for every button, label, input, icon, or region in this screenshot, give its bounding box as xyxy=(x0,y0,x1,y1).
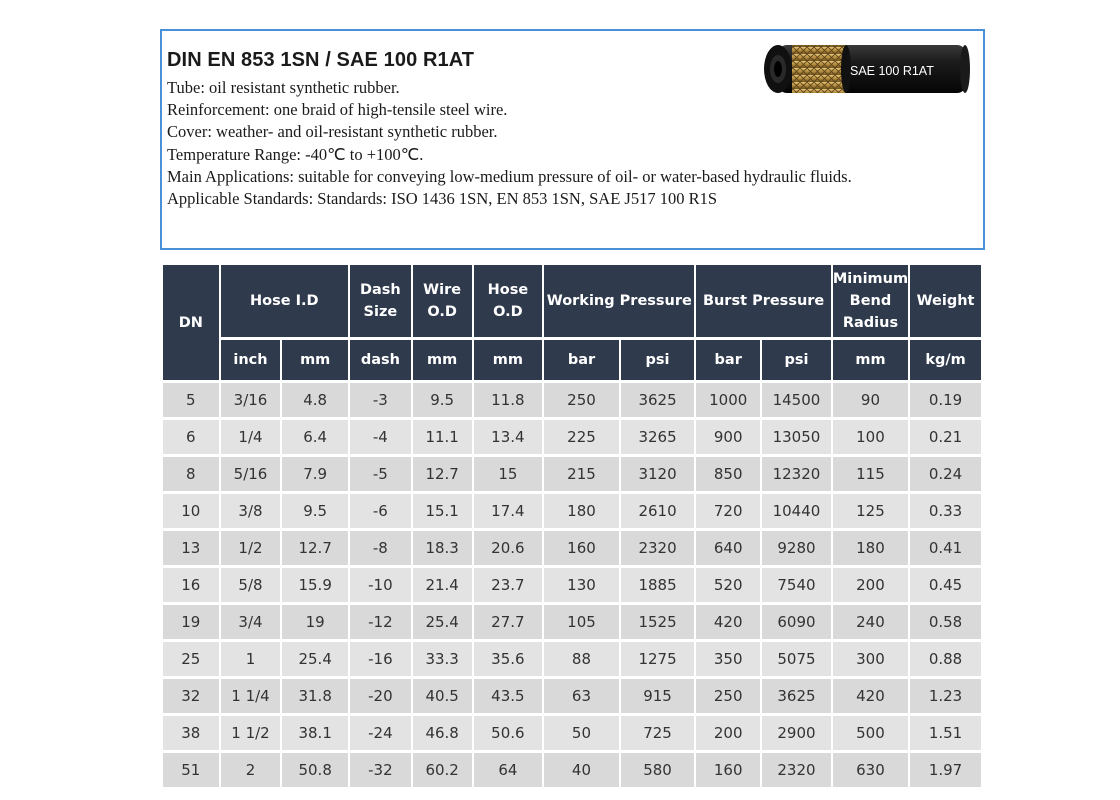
cell-hose-id-inch: 1/4 xyxy=(221,420,281,454)
cell-wire-od: 15.1 xyxy=(413,494,472,528)
unit-working-bar: bar xyxy=(544,340,619,380)
header-wire-od: Wire O.D xyxy=(413,265,472,337)
cell-burst-psi: 7540 xyxy=(762,568,831,602)
cell-hose-id-inch: 5/16 xyxy=(221,457,281,491)
cell-working-psi: 3120 xyxy=(621,457,695,491)
cell-hose-id-mm: 6.4 xyxy=(282,420,348,454)
cell-dn: 32 xyxy=(163,679,219,713)
cell-dash: -3 xyxy=(350,383,411,417)
cell-burst-psi: 13050 xyxy=(762,420,831,454)
cell-bend-radius: 125 xyxy=(833,494,908,528)
cell-working-bar: 88 xyxy=(544,642,619,676)
cell-working-psi: 1275 xyxy=(621,642,695,676)
table-row xyxy=(163,753,981,787)
spec-standards: Applicable Standards: Standards: ISO 1436 1SN, EN 853 1SN, SAE J517 100 R1S xyxy=(167,189,717,209)
cell-wire-od: 46.8 xyxy=(413,716,472,750)
cell-hose-id-inch: 5/8 xyxy=(221,568,281,602)
cell-dash: -16 xyxy=(350,642,411,676)
cell-hose-id-mm: 9.5 xyxy=(282,494,348,528)
cell-bend-radius: 420 xyxy=(833,679,908,713)
cell-wire-od: 40.5 xyxy=(413,679,472,713)
cell-dash: -20 xyxy=(350,679,411,713)
cell-hose-od: 50.6 xyxy=(474,716,543,750)
cell-burst-bar: 200 xyxy=(696,716,760,750)
header-burst-pressure: Burst Pressure xyxy=(696,265,830,337)
cell-dn: 13 xyxy=(163,531,219,565)
cell-burst-bar: 350 xyxy=(696,642,760,676)
cell-dash: -24 xyxy=(350,716,411,750)
cell-burst-psi: 10440 xyxy=(762,494,831,528)
table-row xyxy=(163,716,981,750)
unit-burst-psi: psi xyxy=(762,340,831,380)
header-dash-size: Dash Size xyxy=(350,265,411,337)
cell-working-psi: 2610 xyxy=(621,494,695,528)
cell-working-psi: 3265 xyxy=(621,420,695,454)
cell-hose-od: 13.4 xyxy=(474,420,543,454)
cell-burst-psi: 2320 xyxy=(762,753,831,787)
cell-hose-od: 27.7 xyxy=(474,605,543,639)
cell-burst-bar: 160 xyxy=(696,753,760,787)
cell-bend-radius: 90 xyxy=(833,383,908,417)
header-hose-id: Hose I.D xyxy=(221,265,348,337)
unit-hose-id-inch: inch xyxy=(221,340,281,380)
cell-hose-id-inch: 3/8 xyxy=(221,494,281,528)
unit-dash: dash xyxy=(350,340,411,380)
header-dn: DN xyxy=(163,265,219,380)
cell-dash: -32 xyxy=(350,753,411,787)
cell-hose-od: 23.7 xyxy=(474,568,543,602)
cell-working-bar: 130 xyxy=(544,568,619,602)
cell-burst-bar: 720 xyxy=(696,494,760,528)
cell-bend-radius: 100 xyxy=(833,420,908,454)
hose-label: SAE 100 R1AT xyxy=(850,64,934,78)
table-row xyxy=(163,420,981,454)
spec-table xyxy=(161,262,983,790)
cell-working-psi: 1885 xyxy=(621,568,695,602)
cell-hose-od: 64 xyxy=(474,753,543,787)
cell-hose-id-mm: 25.4 xyxy=(282,642,348,676)
spec-temperature: Temperature Range: -40℃ to +100℃. xyxy=(167,144,424,164)
table-row xyxy=(163,383,981,417)
cell-dn: 25 xyxy=(163,642,219,676)
table-row xyxy=(163,494,981,528)
unit-weight-kgm: kg/m xyxy=(910,340,981,380)
table-row xyxy=(163,605,981,639)
cell-dash: -5 xyxy=(350,457,411,491)
cell-working-bar: 225 xyxy=(544,420,619,454)
cell-working-bar: 215 xyxy=(544,457,619,491)
spec-title: DIN EN 853 1SN / SAE 100 R1AT xyxy=(167,49,475,71)
cell-dn: 51 xyxy=(163,753,219,787)
cell-dn: 19 xyxy=(163,605,219,639)
cell-weight: 0.45 xyxy=(910,568,981,602)
table-row xyxy=(163,568,981,602)
cell-bend-radius: 200 xyxy=(833,568,908,602)
cell-weight: 0.24 xyxy=(910,457,981,491)
cell-hose-id-inch: 3/4 xyxy=(221,605,281,639)
cell-burst-bar: 900 xyxy=(696,420,760,454)
cell-working-bar: 250 xyxy=(544,383,619,417)
cell-bend-radius: 630 xyxy=(833,753,908,787)
table-row xyxy=(163,679,981,713)
cell-weight: 0.33 xyxy=(910,494,981,528)
cell-wire-od: 9.5 xyxy=(413,383,472,417)
cell-dn: 5 xyxy=(163,383,219,417)
unit-burst-bar: bar xyxy=(696,340,760,380)
cell-hose-od: 17.4 xyxy=(474,494,543,528)
cell-wire-od: 18.3 xyxy=(413,531,472,565)
cell-working-bar: 40 xyxy=(544,753,619,787)
unit-bend-radius-mm: mm xyxy=(833,340,908,380)
cell-burst-bar: 520 xyxy=(696,568,760,602)
cell-dn: 16 xyxy=(163,568,219,602)
cell-bend-radius: 300 xyxy=(833,642,908,676)
cell-hose-od: 43.5 xyxy=(474,679,543,713)
spec-reinforcement: Reinforcement: one braid of high-tensile steel wire. xyxy=(167,100,508,120)
cell-wire-od: 12.7 xyxy=(413,457,472,491)
table-row xyxy=(163,531,981,565)
cell-burst-psi: 3625 xyxy=(762,679,831,713)
cell-hose-od: 15 xyxy=(474,457,543,491)
cell-bend-radius: 240 xyxy=(833,605,908,639)
cell-burst-bar: 640 xyxy=(696,531,760,565)
cell-hose-id-mm: 19 xyxy=(282,605,348,639)
cell-burst-bar: 850 xyxy=(696,457,760,491)
cell-hose-id-mm: 38.1 xyxy=(282,716,348,750)
cell-working-bar: 180 xyxy=(544,494,619,528)
header-weight: Weight xyxy=(910,265,981,337)
cell-burst-psi: 6090 xyxy=(762,605,831,639)
cell-hose-od: 11.8 xyxy=(474,383,543,417)
table-row xyxy=(163,457,981,491)
cell-dash: -6 xyxy=(350,494,411,528)
cell-weight: 0.21 xyxy=(910,420,981,454)
cell-bend-radius: 115 xyxy=(833,457,908,491)
cell-working-bar: 105 xyxy=(544,605,619,639)
cell-burst-psi: 9280 xyxy=(762,531,831,565)
cell-dash: -4 xyxy=(350,420,411,454)
unit-wire-od-mm: mm xyxy=(413,340,472,380)
cell-burst-psi: 12320 xyxy=(762,457,831,491)
cell-burst-psi: 14500 xyxy=(762,383,831,417)
cell-dn: 10 xyxy=(163,494,219,528)
cell-hose-id-mm: 4.8 xyxy=(282,383,348,417)
cell-weight: 0.41 xyxy=(910,531,981,565)
cell-bend-radius: 180 xyxy=(833,531,908,565)
cell-weight: 0.88 xyxy=(910,642,981,676)
cell-burst-bar: 1000 xyxy=(696,383,760,417)
cell-working-bar: 50 xyxy=(544,716,619,750)
cell-burst-psi: 5075 xyxy=(762,642,831,676)
cell-dash: -8 xyxy=(350,531,411,565)
cell-burst-psi: 2900 xyxy=(762,716,831,750)
unit-working-psi: psi xyxy=(621,340,695,380)
cell-hose-id-mm: 12.7 xyxy=(282,531,348,565)
cell-hose-od: 20.6 xyxy=(474,531,543,565)
hose-image xyxy=(758,40,972,98)
cell-weight: 1.97 xyxy=(910,753,981,787)
cell-working-psi: 580 xyxy=(621,753,695,787)
cell-hose-id-mm: 50.8 xyxy=(282,753,348,787)
cell-working-psi: 2320 xyxy=(621,531,695,565)
cell-wire-od: 25.4 xyxy=(413,605,472,639)
cell-hose-od: 35.6 xyxy=(474,642,543,676)
header-bend-radius: Minimum Bend Radius xyxy=(833,265,908,337)
spec-applications: Main Applications: suitable for conveying low-medium pressure of oil- or water-based hydraulic fluids. xyxy=(167,166,852,186)
cell-dash: -10 xyxy=(350,568,411,602)
cell-hose-id-inch: 1 1/4 xyxy=(221,679,281,713)
cell-burst-bar: 250 xyxy=(696,679,760,713)
cell-hose-id-inch: 3/16 xyxy=(221,383,281,417)
cell-weight: 1.23 xyxy=(910,679,981,713)
cell-wire-od: 11.1 xyxy=(413,420,472,454)
cell-hose-id-inch: 2 xyxy=(221,753,281,787)
cell-hose-id-mm: 7.9 xyxy=(282,457,348,491)
spec-cover: Cover: weather- and oil-resistant synthetic rubber. xyxy=(167,122,498,142)
cell-working-bar: 160 xyxy=(544,531,619,565)
header-working-pressure: Working Pressure xyxy=(544,265,694,337)
cell-working-psi: 915 xyxy=(621,679,695,713)
cell-working-bar: 63 xyxy=(544,679,619,713)
table-row xyxy=(163,642,981,676)
cell-weight: 1.51 xyxy=(910,716,981,750)
cell-wire-od: 60.2 xyxy=(413,753,472,787)
cell-working-psi: 3625 xyxy=(621,383,695,417)
spec-tube: Tube: oil resistant synthetic rubber. xyxy=(167,78,400,97)
cell-hose-id-mm: 15.9 xyxy=(282,568,348,602)
unit-hose-id-mm: mm xyxy=(282,340,348,380)
cell-hose-id-inch: 1/2 xyxy=(221,531,281,565)
unit-hose-od-mm: mm xyxy=(474,340,543,380)
cell-wire-od: 21.4 xyxy=(413,568,472,602)
cell-hose-id-mm: 31.8 xyxy=(282,679,348,713)
cell-dn: 6 xyxy=(163,420,219,454)
cell-working-psi: 725 xyxy=(621,716,695,750)
cell-dn: 38 xyxy=(163,716,219,750)
cell-burst-bar: 420 xyxy=(696,605,760,639)
cell-hose-id-inch: 1 xyxy=(221,642,281,676)
cell-bend-radius: 500 xyxy=(833,716,908,750)
cell-dn: 8 xyxy=(163,457,219,491)
cell-working-psi: 1525 xyxy=(621,605,695,639)
cell-hose-id-inch: 1 1/2 xyxy=(221,716,281,750)
cell-weight: 0.19 xyxy=(910,383,981,417)
cell-weight: 0.58 xyxy=(910,605,981,639)
cell-dash: -12 xyxy=(350,605,411,639)
cell-wire-od: 33.3 xyxy=(413,642,472,676)
header-hose-od: Hose O.D xyxy=(474,265,543,337)
